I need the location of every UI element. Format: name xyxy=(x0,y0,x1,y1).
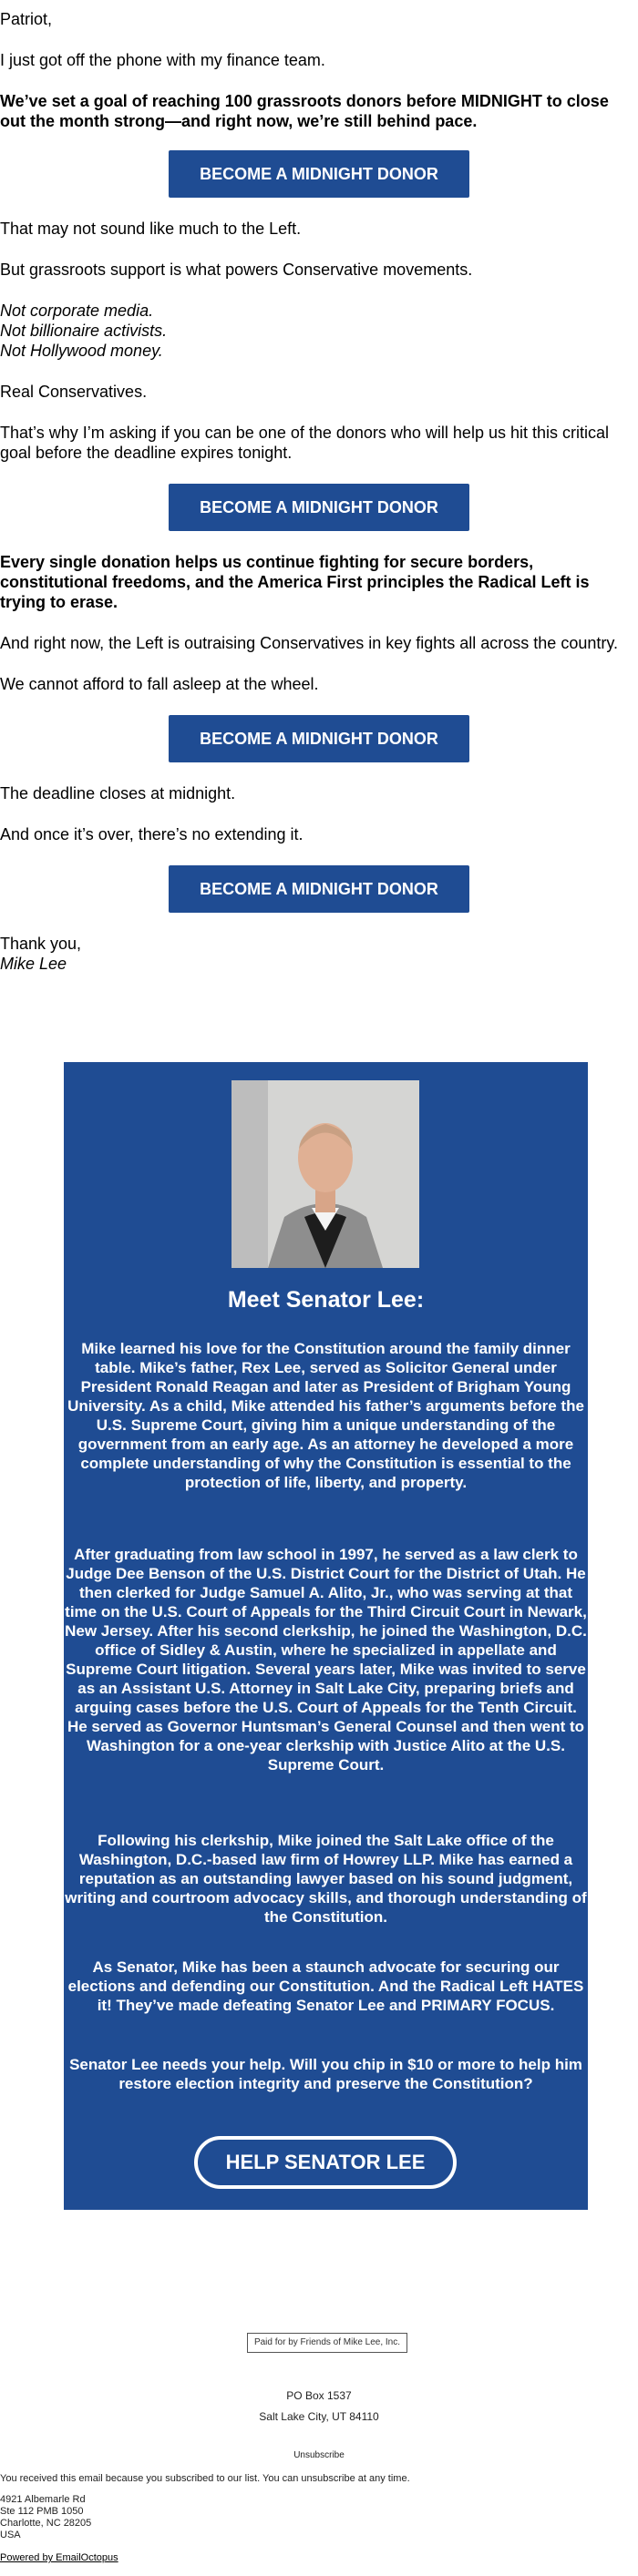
paragraph: The deadline closes at midnight. xyxy=(0,784,236,802)
portrait-image xyxy=(232,1080,419,1268)
paragraph: And once it’s over, there’s no extending it. xyxy=(0,825,304,843)
mailing-address-4: USA xyxy=(0,2530,21,2540)
bio-paragraph: After graduating from law school in 1997, he served as a law clerk to Judge Dee Benson of the U.S. District Court for the District of Utah. He then clerked for Judge Samuel A. Alito, Jr., who was serving at that time on the U.S. Court of Appeals for the Third Circuit Court in Newark, New Jersey. After his second clerkship, he joined the Washington, D.C. office of Sidley & Austin, where he specialized in appellate and Supreme Court litigation. Several years later, Mike was invited to serve as an Assistant U.S. Attorney in Salt Lake City, preparing briefs and arguing cases before the U.S. Court of Appeals for the Tenth Circuit. He served as Governor Huntsman’s General Counsel and then went to Washington for a one-year clerkship with Justice Alito at the U.S. Supreme Court. xyxy=(65,1546,587,1774)
donate-button[interactable]: BECOME A MIDNIGHT DONOR xyxy=(169,484,469,531)
bio-panel xyxy=(64,1062,588,2210)
greeting: Patriot, xyxy=(0,10,53,28)
not-line: Not corporate media. xyxy=(0,302,154,320)
paragraph: I just got off the phone with my finance team. xyxy=(0,51,325,69)
powered-by-text[interactable]: Powered by EmailOctopus xyxy=(0,2552,118,2563)
powered-by-link[interactable] xyxy=(0,2552,118,2564)
donate-button[interactable]: BECOME A MIDNIGHT DONOR xyxy=(169,715,469,762)
bio-title: Meet Senator Lee: xyxy=(227,1287,425,1313)
paragraph: And right now, the Left is outraising Conservatives in key fights all across the country. xyxy=(0,634,619,652)
mailing-address-1: 4921 Albemarle Rd xyxy=(0,2494,86,2505)
signoff: Thank you, xyxy=(0,935,82,953)
paragraph: We cannot afford to fall asleep at the wheel. xyxy=(0,675,319,693)
paragraph-bold: Every single donation helps us continue fighting for secure borders, constitutional freedoms, and the America First principles the Radical Left is trying to erase. xyxy=(0,553,590,611)
donate-button[interactable]: BECOME A MIDNIGHT DONOR xyxy=(169,865,469,913)
senator-photo xyxy=(232,1080,419,1268)
paragraph: That may not sound like much to the Left. xyxy=(0,220,302,238)
paragraph: But grassroots support is what powers Conservative movements. xyxy=(0,261,473,279)
unsubscribe-link[interactable]: Unsubscribe xyxy=(293,2450,345,2460)
po-box: PO Box 1537 xyxy=(286,2389,352,2402)
bio-paragraph: As Senator, Mike has been a staunch advocate for securing our elections and defending our Constitution. And the Radical Left HATES it! They’ve made defeating Senator Lee and PRIMARY FOCUS. xyxy=(67,1958,584,2014)
paragraph: Real Conservatives. xyxy=(0,383,148,401)
bio-paragraph: Following his clerkship, Mike joined the Salt Lake office of the Washington, D.C.-based law firm of Howrey LLP. Mike has earned a reputation as an outstanding lawyer based on his sound judgment, writing and courtroom advocacy skills, and thorough understanding of the Constitution. xyxy=(65,1832,587,1926)
donate-button[interactable]: BECOME A MIDNIGHT DONOR xyxy=(169,150,469,198)
city-address: Salt Lake City, UT 84110 xyxy=(259,2410,379,2423)
not-line: Not Hollywood money. xyxy=(0,342,163,360)
paragraph-goal: We’ve set a goal of reaching 100 grassroots donors before MIDNIGHT to close out the month strong—and right now, we’re still behind pace. xyxy=(0,92,609,130)
paid-for-disclaimer: Paid for by Friends of Mike Lee, Inc. xyxy=(247,2333,407,2353)
not-line: Not billionaire activists. xyxy=(0,322,168,340)
subscription-notice: You received this email because you subscribed to our list. You can unsubscribe at any time. xyxy=(0,2473,410,2484)
signature: Mike Lee xyxy=(0,955,67,973)
bio-paragraph: Senator Lee needs your help. Will you chip in $10 or more to help him restore election integrity and preserve the Constitution? xyxy=(69,2056,582,2092)
mailing-address-2: Ste 112 PMB 1050 xyxy=(0,2506,84,2517)
email-body xyxy=(0,0,638,974)
mailing-address-3: Charlotte, NC 28205 xyxy=(0,2518,92,2529)
bio-paragraph: Mike learned his love for the Constitution around the family dinner table. Mike’s father, Rex Lee, served as Solicitor General under President Ronald Reagan and later as President of Brigham Young University. As a child, Mike attended his father’s arguments before the U.S. Supreme Court, giving him a unique understanding of the government from an early age. As an attorney he developed a more complete understanding of why the Constitution is essential to the protection of life, liberty, and property. xyxy=(67,1340,584,1491)
help-senator-button[interactable]: HELP SENATOR LEE xyxy=(194,2136,457,2189)
paragraph: That’s why I’m asking if you can be one of the donors who will help us hit this critical goal before the deadline expires tonight. xyxy=(0,424,609,462)
